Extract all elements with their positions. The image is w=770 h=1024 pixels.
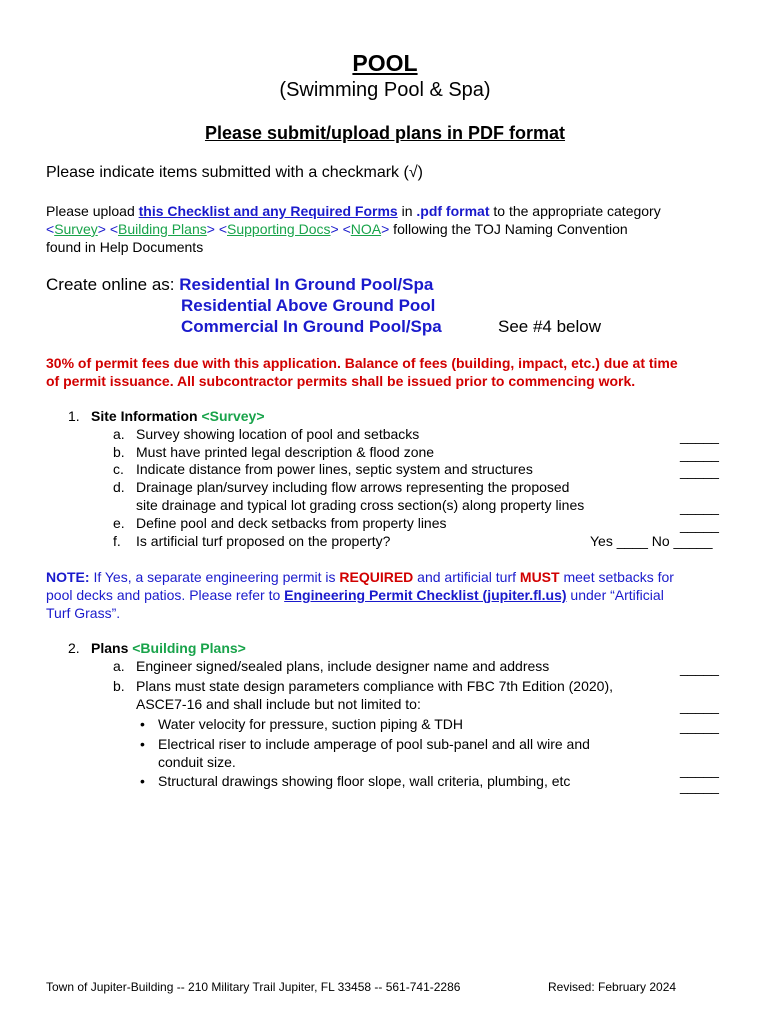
- list-item-text: Is artificial turf proposed on the property?: [136, 533, 391, 549]
- upload-text: following the TOJ Naming Convention: [389, 221, 628, 237]
- list-item-letter: c.: [113, 461, 124, 477]
- note-text: meet setbacks for: [559, 569, 674, 585]
- upload-text: in: [397, 203, 417, 219]
- bracket: >: [381, 221, 390, 237]
- bracket: > <: [330, 221, 351, 237]
- bullet-icon: •: [140, 736, 145, 752]
- engineering-checklist-link[interactable]: Engineering Permit Checklist (jupiter.fl.us): [284, 587, 567, 603]
- list-item-text: Define pool and deck setbacks from property lines: [136, 515, 447, 531]
- note-line-3: Turf Grass”.: [46, 605, 121, 621]
- list-item-letter: a.: [113, 658, 125, 674]
- list-item-letter: f.: [113, 533, 121, 549]
- checkmark-blank[interactable]: _____: [680, 499, 719, 515]
- checkmark-blank[interactable]: _____: [680, 660, 719, 676]
- bullet-text: conduit size.: [158, 754, 236, 770]
- section-1-heading: [91, 408, 265, 424]
- section-1-title: Site Information: [91, 408, 202, 424]
- note-text: and artificial turf: [413, 569, 520, 585]
- note-line-2: [46, 587, 664, 603]
- list-item-text: site drainage and typical lot grading cross section(s) along property lines: [136, 497, 585, 513]
- list-item-text: Must have printed legal description & flood zone: [136, 444, 435, 460]
- bracket: > <: [97, 221, 119, 237]
- bullet-text: Water velocity for pressure, suction piping & TDH: [158, 716, 464, 732]
- upload-line-1: [46, 203, 661, 219]
- footer-address: Town of Jupiter-Building -- 210 Military Trail Jupiter, FL 33458 -- 561-741-2286: [46, 980, 461, 994]
- see-note: See #4 below: [498, 317, 602, 336]
- section-2-heading: [91, 640, 246, 656]
- checkmark-blank[interactable]: _____: [680, 778, 719, 794]
- create-option-residential-above-ground: Residential Above Ground Pool: [181, 296, 436, 315]
- bracket: <: [46, 221, 55, 237]
- checkmark-blank[interactable]: _____: [680, 517, 719, 533]
- bullet-icon: •: [140, 716, 145, 732]
- bullet-text: Structural drawings showing floor slope, wall criteria, plumbing, etc: [158, 773, 571, 789]
- checkmark-blank[interactable]: _____: [680, 762, 719, 778]
- list-item-text: Indicate distance from power lines, septic system and structures: [136, 461, 533, 477]
- section-2-number: 2.: [68, 640, 80, 656]
- indicate-instruction: Please indicate items submitted with a checkmark (√): [46, 164, 423, 181]
- bullet-icon: •: [140, 773, 145, 789]
- note-text: If Yes, a separate engineering permit is: [89, 569, 340, 585]
- list-item-letter: e.: [113, 515, 125, 531]
- checkmark-blank[interactable]: _____: [680, 428, 719, 444]
- list-item-text: Plans must state design parameters compliance with FBC 7th Edition (2020),: [136, 678, 614, 694]
- list-item-text: ASCE7-16 and shall include but not limited to:: [136, 696, 421, 712]
- submit-note: Please submit/upload plans in PDF format: [204, 123, 566, 143]
- create-online-label: Create online as:: [46, 275, 180, 294]
- checkmark-blank[interactable]: _____: [680, 718, 719, 734]
- building-plans-category-link[interactable]: Building Plans: [118, 221, 207, 237]
- yes-no-blanks[interactable]: Yes ____ No _____: [590, 533, 713, 549]
- list-item-letter: d.: [113, 479, 125, 495]
- must-text: MUST: [519, 569, 560, 585]
- checkmark-blank[interactable]: _____: [680, 698, 719, 714]
- noa-category-link[interactable]: NOA: [350, 221, 382, 237]
- note-text: under “Artificial: [566, 587, 664, 603]
- section-1-number: 1.: [68, 408, 80, 424]
- create-option-commercial-in-ground: Commercial In Ground Pool/Spa: [181, 317, 442, 336]
- section-2-tag: <Building Plans>: [132, 640, 246, 656]
- bracket: > <: [206, 221, 227, 237]
- upload-text: to the appropriate category: [489, 203, 661, 219]
- list-item-letter: b.: [113, 444, 125, 460]
- list-item-letter: b.: [113, 678, 125, 694]
- list-item-letter: a.: [113, 426, 125, 442]
- upload-line-3: found in Help Documents: [46, 239, 204, 255]
- upload-text: Please upload: [46, 203, 139, 219]
- checklist-link[interactable]: this Checklist and any Required Forms: [138, 203, 398, 219]
- pdf-format-text: .pdf format: [416, 203, 490, 219]
- page-title: POOL: [352, 50, 418, 76]
- checkmark-blank[interactable]: _____: [680, 446, 719, 462]
- note-line-1: [46, 569, 674, 585]
- upload-line-2: [46, 221, 628, 237]
- create-option-residential-in-ground: Residential In Ground Pool/Spa: [179, 275, 434, 294]
- bullet-text: Electrical riser to include amperage of pool sub-panel and all wire and: [158, 736, 590, 752]
- fees-line-2: of permit issuance. All subcontractor permits shall be issued prior to commencing work.: [46, 373, 636, 389]
- note-label: NOTE:: [46, 569, 90, 585]
- required-text: REQUIRED: [339, 569, 414, 585]
- create-online-row: [46, 275, 433, 295]
- checkmark-blank[interactable]: _____: [680, 463, 719, 479]
- section-1-tag: <Survey>: [201, 408, 265, 424]
- footer-revised: Revised: February 2024: [548, 980, 677, 994]
- supporting-docs-category-link[interactable]: Supporting Docs: [227, 221, 331, 237]
- list-item-text: Drainage plan/survey including flow arrows representing the proposed: [136, 479, 570, 495]
- survey-category-link[interactable]: Survey: [54, 221, 98, 237]
- list-item-text: Engineer signed/sealed plans, include designer name and address: [136, 658, 550, 674]
- fees-line-1: 30% of permit fees due with this application. Balance of fees (building, impact, etc.) due at time: [46, 355, 678, 371]
- page-subtitle: (Swimming Pool & Spa): [279, 79, 491, 101]
- list-item-text: Survey showing location of pool and setbacks: [136, 426, 420, 442]
- section-2-title: Plans: [91, 640, 133, 656]
- note-text: pool decks and patios. Please refer to: [46, 587, 285, 603]
